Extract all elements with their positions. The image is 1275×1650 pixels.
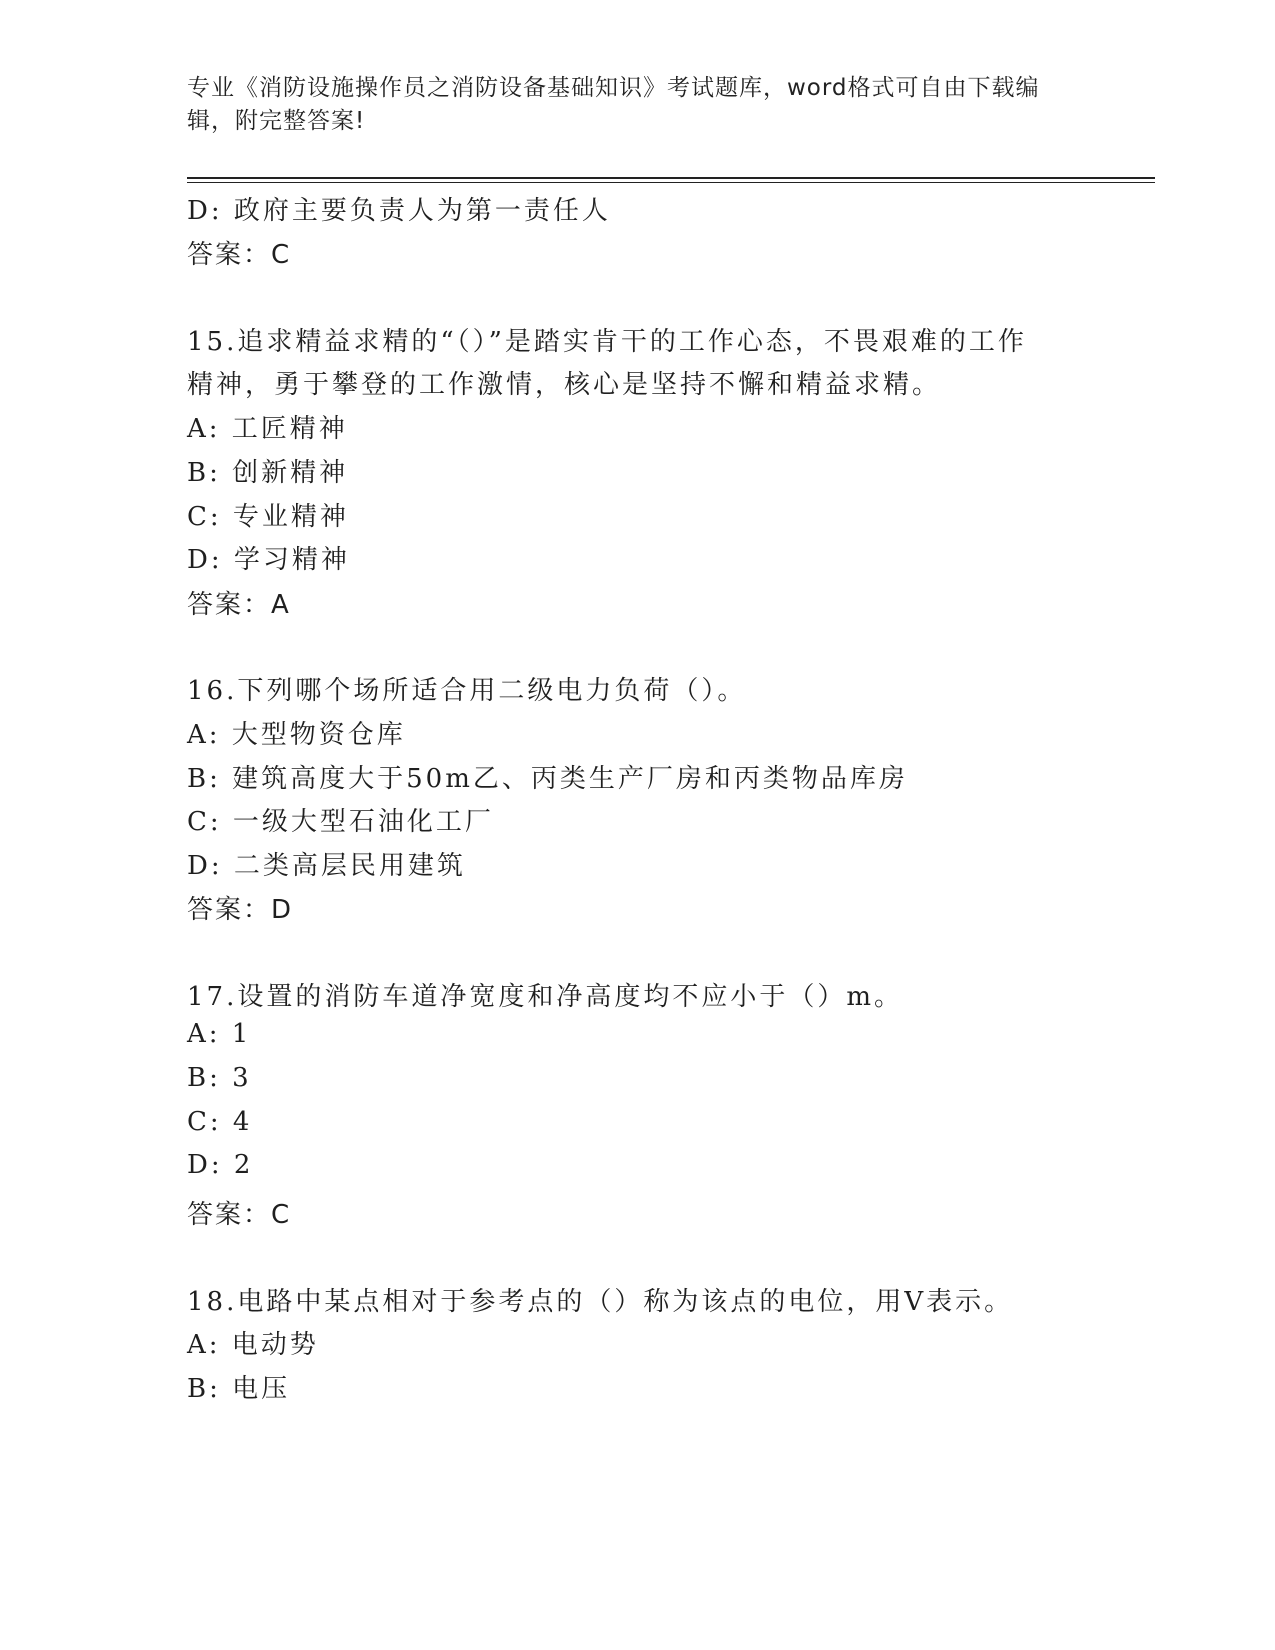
q15-option-a: A: 工匠精神 <box>187 414 348 444</box>
q17-option-d: D: 2 <box>187 1150 254 1180</box>
document-header <box>187 72 1067 138</box>
q16-option-b: B: 建筑高度大于50m乙、丙类生产厂房和丙类物品库房 <box>187 764 908 794</box>
q17-option-a: A: 1 <box>187 1019 252 1049</box>
q15-option-d: D: 学习精神 <box>187 545 350 575</box>
q16-option-d: D: 二类高层民用建筑 <box>187 851 466 881</box>
q17-stem: 17.设置的消防车道净宽度和净高度均不应小于（）m。 <box>187 982 904 1012</box>
q17-option-c: C: 4 <box>187 1107 253 1137</box>
q15-answer: 答案：A <box>187 590 291 620</box>
header-line-1: 专业《消防设施操作员之消防设备基础知识》考试题库，word格式可自由下载编 <box>187 75 1040 101</box>
q16-option-a: A: 大型物资仓库 <box>187 720 406 750</box>
header-line-2: 辑，附完整答案! <box>187 108 366 134</box>
q15-stem-line-2: 精神，勇于攀登的工作激情，核心是坚持不懈和精益求精。 <box>187 370 942 400</box>
q18-option-a: A: 电动势 <box>187 1330 319 1360</box>
q16-option-c: C: 一级大型石油化工厂 <box>187 807 494 837</box>
q15-option-c: C: 专业精神 <box>187 502 349 532</box>
q15-stem-line-1: 15.追求精益求精的“（）”是踏实肯干的工作心态，不畏艰难的工作 <box>187 327 1027 357</box>
q17-option-b: B: 3 <box>187 1063 252 1093</box>
q16-stem: 16.下列哪个场所适合用二级电力负荷（）。 <box>187 676 747 706</box>
q18-stem: 18.电路中某点相对于参考点的（）称为该点的电位，用V表示。 <box>187 1287 1014 1317</box>
prev-option-d: D: 政府主要负责人为第一责任人 <box>187 196 611 226</box>
header-rule-thin <box>187 182 1155 183</box>
header-rule-thick <box>187 177 1155 179</box>
q16-answer: 答案：D <box>187 895 294 925</box>
q18-option-b: B: 电压 <box>187 1374 291 1404</box>
q15-option-b: B: 创新精神 <box>187 458 349 488</box>
prev-answer: 答案：C <box>187 240 292 270</box>
q17-answer: 答案：C <box>187 1200 292 1230</box>
